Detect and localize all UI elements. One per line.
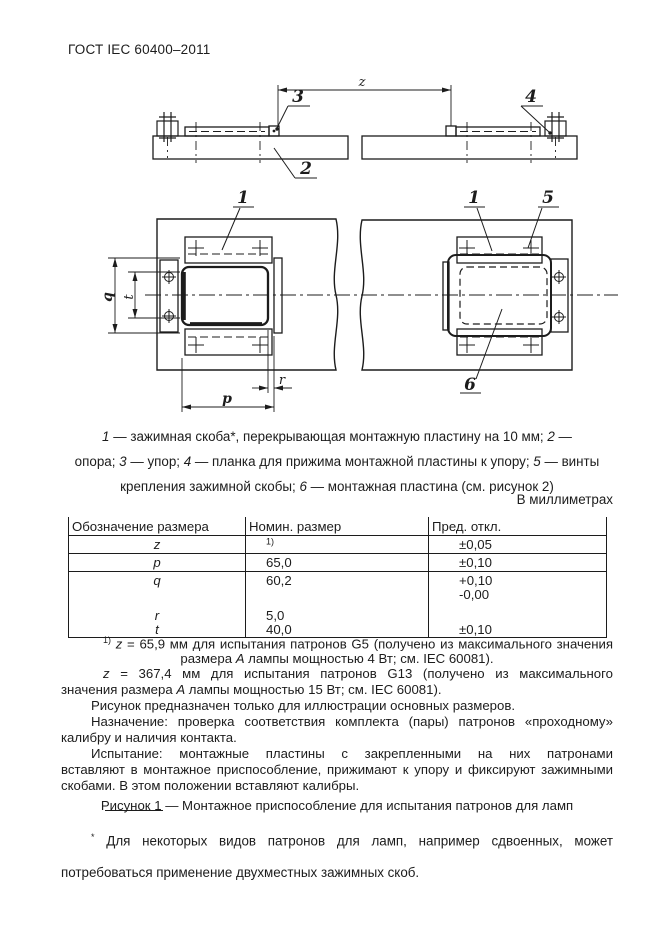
callout-1-left bbox=[222, 207, 254, 250]
mounting-plate-left bbox=[182, 267, 268, 325]
legend-text: — планка для прижима монтажной пластины к упору; bbox=[191, 454, 534, 469]
callout-3 bbox=[275, 106, 310, 131]
legend-ref-number: 5 bbox=[533, 454, 541, 469]
dim-var: z bbox=[115, 636, 123, 652]
bracket-screws-right bbox=[552, 270, 566, 324]
footnote-2-line-2: значения размера А лампы мощностью 15 Вт; см. IEC 60081). bbox=[61, 682, 442, 698]
legend-line-1 bbox=[61, 424, 613, 449]
legend-text: — упор; bbox=[126, 454, 184, 469]
dim-name: r bbox=[154, 608, 160, 623]
dim-nominal: 5,0 bbox=[266, 608, 285, 623]
table-row-z bbox=[69, 536, 607, 554]
dim-deviation: ±0,05 bbox=[429, 536, 607, 554]
legend-text: крепления зажимной скобы; bbox=[120, 479, 300, 494]
dim-name: z bbox=[69, 536, 246, 554]
star-marker: * bbox=[91, 832, 95, 842]
note-test-line-3: скобами. В этом положении вставляют калибры. bbox=[61, 778, 360, 794]
legend-ref-number: 6 bbox=[299, 479, 307, 494]
legend-text: опора; bbox=[74, 454, 120, 469]
dim-deviation: -0,00 bbox=[459, 587, 490, 602]
support-bar-right bbox=[362, 136, 577, 159]
star-footnote-line-1: * Для некоторых видов патронов для ламп, например сдвоенных, может bbox=[91, 832, 613, 849]
dim-label-r: r bbox=[278, 373, 286, 388]
dim-nominal: 40,0 bbox=[266, 622, 292, 637]
legend-ref-number: 4 bbox=[183, 454, 192, 469]
legend-text: — винты bbox=[540, 454, 600, 469]
clamp-top-right bbox=[457, 237, 542, 263]
mounting-plate-right-hidden bbox=[460, 267, 547, 324]
right-assembly bbox=[443, 237, 568, 355]
side-view bbox=[153, 85, 577, 178]
figure-caption: Рисунок 1 — Монтажное приспособление для испытания патронов для ламп bbox=[100, 798, 574, 814]
star-footnote bbox=[61, 821, 613, 889]
legend-line-2 bbox=[61, 449, 613, 474]
left-assembly bbox=[160, 237, 282, 355]
dim-name: q bbox=[153, 573, 161, 588]
table-row-qrt bbox=[69, 572, 607, 638]
figure-1-drawing bbox=[0, 0, 661, 420]
footnote-separator bbox=[105, 810, 163, 811]
footnote-1-line-1: $^{1)}$ z = 65,9 мм для испытания патронов G5 (получено из максимального значения bbox=[103, 635, 613, 652]
col-header-designation: Обозначение размера bbox=[69, 517, 246, 536]
clamp-bottom-left bbox=[185, 329, 272, 355]
dim-var: А bbox=[235, 651, 245, 667]
support-bar-left bbox=[153, 136, 348, 159]
page-title: ГОСТ IEC 60400–2011 bbox=[68, 42, 211, 57]
legend-text: — bbox=[554, 429, 572, 444]
note-purpose-line-2: калибру и наличия контакта. bbox=[61, 730, 237, 746]
bracket-screws-left bbox=[162, 270, 176, 323]
clamp-bottom-right bbox=[457, 329, 542, 355]
callout-label-5: 5 bbox=[542, 188, 554, 208]
note-illustration-only: Рисунок предназначен только для иллюстрации основных размеров. bbox=[91, 698, 515, 714]
dim-var: z bbox=[103, 666, 110, 682]
stop-bar-left bbox=[274, 258, 282, 333]
table-row-p bbox=[69, 554, 607, 572]
callout-label-2: 2 bbox=[300, 159, 312, 179]
note-test-line-1: Испытание: монтажные пластины с закрепленными на них патронами bbox=[91, 746, 613, 762]
figure-legend bbox=[61, 424, 613, 499]
footnote-marker: 1) bbox=[103, 635, 112, 645]
footnote-1-line-2: размера А лампы мощностью 4 Вт; см. IEC 60081). bbox=[180, 651, 494, 667]
legend-ref-number: 2 bbox=[547, 429, 555, 444]
notes-block bbox=[61, 633, 613, 814]
callout-1-right bbox=[464, 207, 492, 251]
screw-cross-marks bbox=[188, 240, 268, 353]
callout-label-4: 4 bbox=[525, 87, 537, 107]
plan-view bbox=[108, 207, 618, 412]
dim-nominal: 60,2 bbox=[266, 573, 292, 588]
note-purpose-line-1: Назначение: проверка соответствия комплекта (пары) патронов «проходному» bbox=[91, 714, 613, 730]
footnote-ref: 1) bbox=[266, 536, 275, 547]
dim-name: p bbox=[69, 554, 246, 572]
callout-label-6: 6 bbox=[464, 375, 476, 395]
legend-ref-number: 3 bbox=[119, 454, 127, 469]
dim-nominal: 65,0 bbox=[246, 554, 429, 572]
units-note: В миллиметрах bbox=[516, 492, 613, 507]
legend-text: — зажимная скоба*, перекрывающая монтажную пластину на 10 мм; bbox=[109, 429, 548, 444]
callout-label-3: 3 bbox=[292, 87, 304, 107]
legend-text: — монтажная пластина (см. рисунок 2) bbox=[306, 479, 554, 494]
star-footnote-line-2: потребоваться применение двухместных зажимных скоб. bbox=[61, 865, 420, 881]
note-test-line-2: вставляют в монтажное приспособление, прижимают к упору и фиксируют зажимными bbox=[61, 762, 613, 778]
callout-5 bbox=[528, 207, 559, 248]
stop-right bbox=[446, 126, 456, 136]
callout-label-1-left: 1 bbox=[237, 188, 249, 208]
dim-var: А bbox=[176, 682, 186, 698]
table-header-row bbox=[69, 517, 607, 536]
dim-label-t: t bbox=[122, 294, 137, 300]
dim-label-p: p bbox=[222, 391, 232, 407]
callout-label-1-right: 1 bbox=[468, 188, 480, 208]
footnote-2-line-1: z = 367,4 мм для испытания патронов G13 (получено из максимального bbox=[103, 666, 613, 682]
clamp-top-left bbox=[185, 237, 272, 263]
dim-deviation: ±0,10 bbox=[429, 554, 607, 572]
callout-4 bbox=[521, 106, 552, 135]
legend-ref-number: 1 bbox=[102, 429, 110, 444]
dim-deviation: +0,10 bbox=[459, 573, 493, 588]
dim-label-z: z bbox=[358, 75, 366, 90]
col-header-deviation: Пред. откл. bbox=[429, 517, 607, 536]
dim-name: t bbox=[155, 622, 159, 637]
dim-label-q: q bbox=[100, 292, 116, 302]
col-header-nominal: Номин. размер bbox=[246, 517, 429, 536]
dim-deviation: ±0,10 bbox=[459, 622, 492, 637]
dimensions-table bbox=[68, 517, 607, 638]
